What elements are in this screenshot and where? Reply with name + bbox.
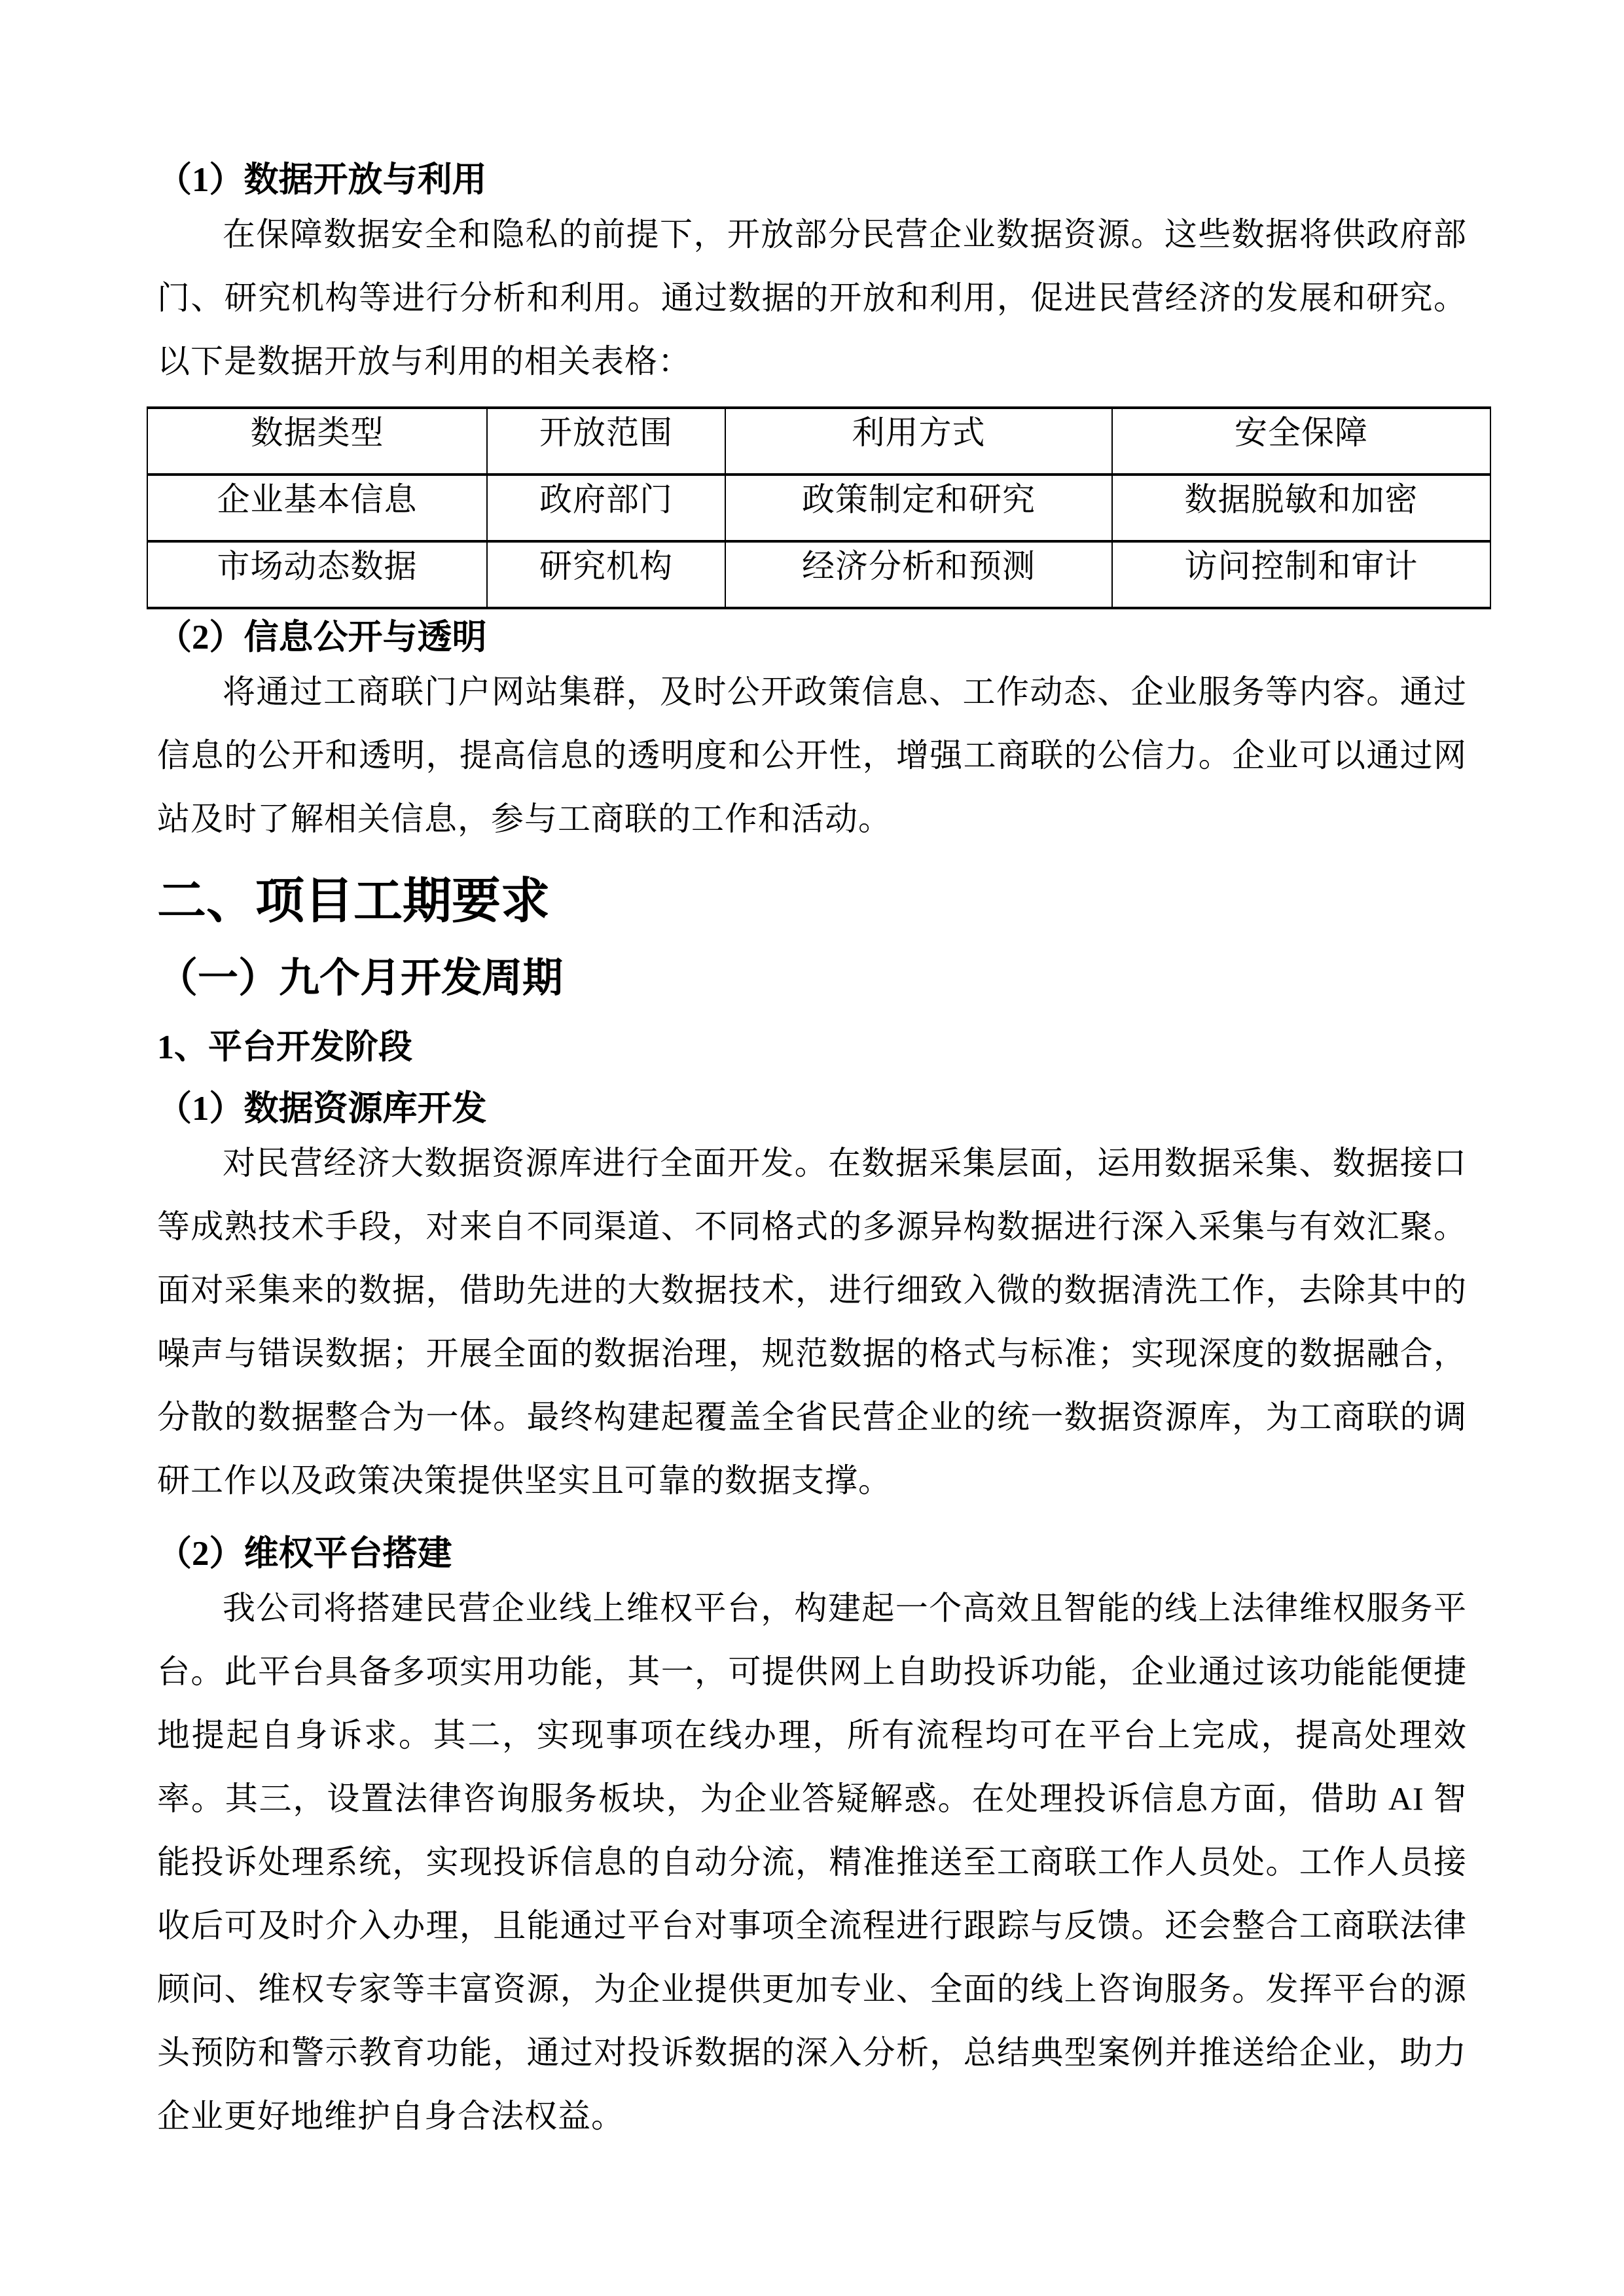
table-header-row bbox=[147, 408, 1490, 475]
table-header-cell: 利用方式 bbox=[725, 408, 1112, 475]
table-cell: 经济分析和预测 bbox=[725, 541, 1112, 608]
table-header-cell: 安全保障 bbox=[1112, 408, 1490, 475]
table-cell: 企业基本信息 bbox=[147, 475, 487, 541]
section-1-heading: （1）数据开放与利用 bbox=[157, 161, 487, 199]
subchapter-heading: （一）九个月开发周期 bbox=[157, 956, 564, 1001]
page-content bbox=[157, 0, 1467, 2148]
table-header-cell: 开放范围 bbox=[487, 408, 725, 475]
section-3-heading: （1）数据资源库开发 bbox=[157, 1090, 487, 1128]
stage-heading: 1、平台开发阶段 bbox=[157, 1029, 413, 1066]
section-1-paragraph: 在保障数据安全和隐私的前提下，开放部分民营企业数据资源。这些数据将供政府部门、研究机构等进行分析和利用。通过数据的开放和利用，促进民营经济的发展和研究。以下是数据开放与利用的相关表格： bbox=[157, 216, 1467, 380]
section-4-paragraph: 我公司将搭建民营企业线上维权平台，构建起一个高效且智能的线上法律维权服务平台。此平台具备多项实用功能，其一，可提供网上自助投诉功能，企业通过该功能能便捷地提起自身诉求。其二，实现事项在线办理，所有流程均可在平台上完成，提高处理效率。其三，设置法律咨询服务板块，为企业答疑解惑。在处理投诉信息方面，借助 AI 智能投诉处理系统，实现投诉信息的自动分流，精准推送至工商联工作人员处。工作人员接收后可及时介入办理，且能通过平台对事项全流程进行跟踪与反馈。还会整合工商联法律顾问、维权专家等丰富资源，为企业提供更加专业、全面的线上咨询服务。发挥平台的源头预防和警示教育功能，通过对投诉数据的深入分析，总结典型案例并推送给企业，助力企业更好地维护自身合法权益。 bbox=[157, 1590, 1467, 2134]
section-4-heading: （2）维权平台搭建 bbox=[157, 1535, 452, 1573]
table-cell: 政府部门 bbox=[487, 475, 725, 541]
table-cell: 政策制定和研究 bbox=[725, 475, 1112, 541]
chapter-heading: 二、项目工期要求 bbox=[157, 874, 550, 929]
section-2-paragraph: 将通过工商联门户网站集群，及时公开政策信息、工作动态、企业服务等内容。通过信息的公开和透明，提高信息的透明度和公开性，增强工商联的公信力。企业可以通过网站及时了解相关信息，参与工商联的工作和活动。 bbox=[157, 673, 1467, 837]
table-cell: 数据脱敏和加密 bbox=[1112, 475, 1490, 541]
section-2-heading: （2）信息公开与透明 bbox=[157, 619, 487, 656]
table-row bbox=[147, 475, 1490, 541]
table-cell: 访问控制和审计 bbox=[1112, 541, 1490, 608]
section-3-paragraph: 对民营经济大数据资源库进行全面开发。在数据采集层面，运用数据采集、数据接口等成熟技术手段，对来自不同渠道、不同格式的多源异构数据进行深入采集与有效汇聚。面对采集来的数据，借助先进的大数据技术，进行细致入微的数据清洗工作，去除其中的噪声与错误数据；开展全面的数据治理，规范数据的格式与标准；实现深度的数据融合，分散的数据整合为一体。最终构建起覆盖全省民营企业的统一数据资源库，为工商联的调研工作以及政策决策提供坚实且可靠的数据支撑。 bbox=[157, 1145, 1467, 1499]
table-cell: 研究机构 bbox=[487, 541, 725, 608]
table-row bbox=[147, 541, 1490, 608]
table-cell: 市场动态数据 bbox=[147, 541, 487, 608]
data-open-table bbox=[147, 406, 1491, 609]
table-header-cell: 数据类型 bbox=[147, 408, 487, 475]
